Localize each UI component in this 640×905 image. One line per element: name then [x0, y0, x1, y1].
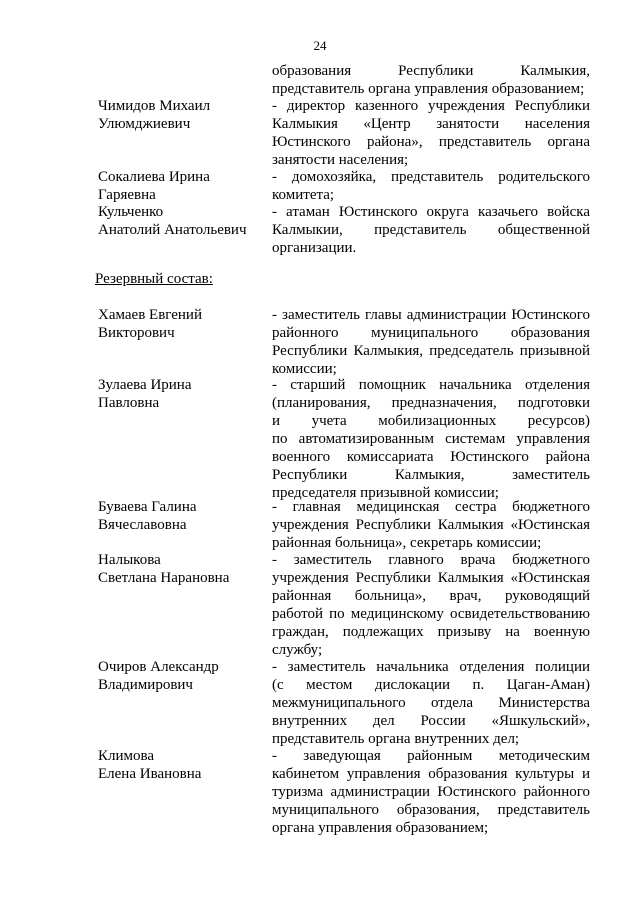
member-role-line: районная больница», секретарь комиссии;	[272, 535, 542, 551]
member-role-line: (с местом дислокации п. Цаган-Аман)	[272, 677, 590, 693]
member-name-line: Владимирович	[98, 677, 193, 693]
member-role-line: занятости населения;	[272, 152, 409, 168]
member-name-line: Гаряевна	[98, 187, 156, 203]
member-role-line: по автоматизированным системам управления	[272, 431, 590, 447]
member-role-line: - заместитель начальника отделения полиции	[272, 659, 590, 675]
member-role-line: - главная медицинская сестра бюджетного	[272, 499, 590, 515]
member-role-line: представитель органа управления образованием;	[272, 81, 585, 97]
member-name	[98, 203, 263, 239]
member-role-line: организации.	[272, 240, 357, 256]
member-role-line: - атаман Юстинского округа казачьего войска	[272, 204, 590, 220]
member-name-line: Светлана Нарановна	[98, 570, 230, 586]
member-role	[272, 203, 590, 257]
member-role-line: Республики Калмыкия, председатель призывной	[272, 343, 590, 359]
member-role-line: учреждения Республики Калмыкия «Юстинская	[272, 517, 590, 533]
member-role	[272, 306, 590, 378]
member-name-line: Кульченко	[98, 204, 164, 220]
member-name	[98, 168, 263, 204]
member-name-line: Очиров Александр	[98, 659, 219, 675]
member-role-line: межмуниципального отдела Министерства	[272, 695, 590, 711]
member-name	[98, 306, 263, 342]
member-role-line: (планирования, предназначения, подготовки	[272, 395, 590, 411]
member-role	[272, 168, 590, 204]
member-role	[272, 376, 590, 502]
member-role	[272, 97, 590, 169]
member-name-line: Улюмджиевич	[98, 116, 191, 132]
member-name-line: Зулаева Ирина	[98, 377, 192, 393]
member-role-line: районного муниципального образования	[272, 325, 590, 341]
member-role-line: Калмыкии, представитель общественной	[272, 222, 590, 238]
member-name-line: Буваева Галина	[98, 499, 197, 515]
member-role-line: внутренних дел России «Яшкульский»,	[272, 713, 590, 729]
member-role-line: и учета мобилизационных ресурсов)	[272, 413, 590, 429]
member-name-line: Налыкова	[98, 552, 161, 568]
member-role-line: председателя призывной комиссии;	[272, 485, 499, 501]
member-role-line: Юстинского района», представитель органа	[272, 134, 590, 150]
member-name	[98, 97, 263, 133]
member-role-line: - директор казенного учреждения Республики	[272, 98, 590, 114]
member-role-line: учреждения Республики Калмыкия «Юстинская	[272, 570, 590, 586]
member-name-line: Вячеславовна	[98, 517, 187, 533]
page-number: 24	[313, 38, 327, 53]
member-role-line: Республики Калмыкия, заместитель	[272, 467, 590, 483]
member-role	[272, 747, 590, 837]
member-role-line: муниципального образования, представитель	[272, 802, 590, 818]
member-name	[98, 658, 263, 694]
member-role-line: - заместитель главного врача бюджетного	[272, 552, 590, 568]
member-role-line: - заведующая районным методическим	[272, 748, 590, 764]
member-name-line: Климова	[98, 748, 155, 764]
member-role	[272, 498, 590, 552]
member-role-line: - заместитель главы администрации Юстинского	[272, 307, 590, 323]
member-role-line: службу;	[272, 642, 323, 658]
reserve-section-title: Резервный состав:	[95, 271, 213, 287]
member-role-line: - домохозяйка, представитель родительского	[272, 169, 590, 185]
member-role-line: - старший помощник начальника отделения	[272, 377, 590, 393]
member-role-line: граждан, подлежащих призыву на военную	[272, 624, 590, 640]
member-name-line: Елена Ивановна	[98, 766, 202, 782]
member-name	[98, 551, 263, 587]
member-role	[272, 551, 590, 659]
member-role-line: комитета;	[272, 187, 335, 203]
member-role-line: районная больница», врач, руководящий	[272, 588, 590, 604]
member-role-line: работой по медицинскому освидетельствованию	[272, 606, 590, 622]
member-name-line: Павловна	[98, 395, 160, 411]
member-name	[98, 747, 263, 783]
member-name-line: Сокалиева Ирина	[98, 169, 210, 185]
member-role-line: комиссии;	[272, 361, 337, 377]
member-role-line: представитель органа внутренних дел;	[272, 731, 520, 747]
member-role-line: кабинетом управления образования культуры и	[272, 766, 590, 782]
member-role-line: органа управления образованием;	[272, 820, 489, 836]
member-name	[98, 376, 263, 412]
member-name-line: Анатолий Анатольевич	[98, 222, 247, 238]
member-role-line: Калмыкия «Центр занятости населения	[272, 116, 590, 132]
member-role-line: туризма администрации Юстинского районного	[272, 784, 590, 800]
member-name-line: Хамаев Евгений	[98, 307, 202, 323]
member-name-line: Викторович	[98, 325, 175, 341]
member-name-line: Чимидов Михаил	[98, 98, 211, 114]
member-role-line: образования Республики Калмыкия,	[272, 63, 590, 79]
member-name	[98, 498, 263, 534]
member-role	[272, 62, 590, 98]
member-role-line: военного комиссариата Юстинского района	[272, 449, 590, 465]
member-role	[272, 658, 590, 748]
